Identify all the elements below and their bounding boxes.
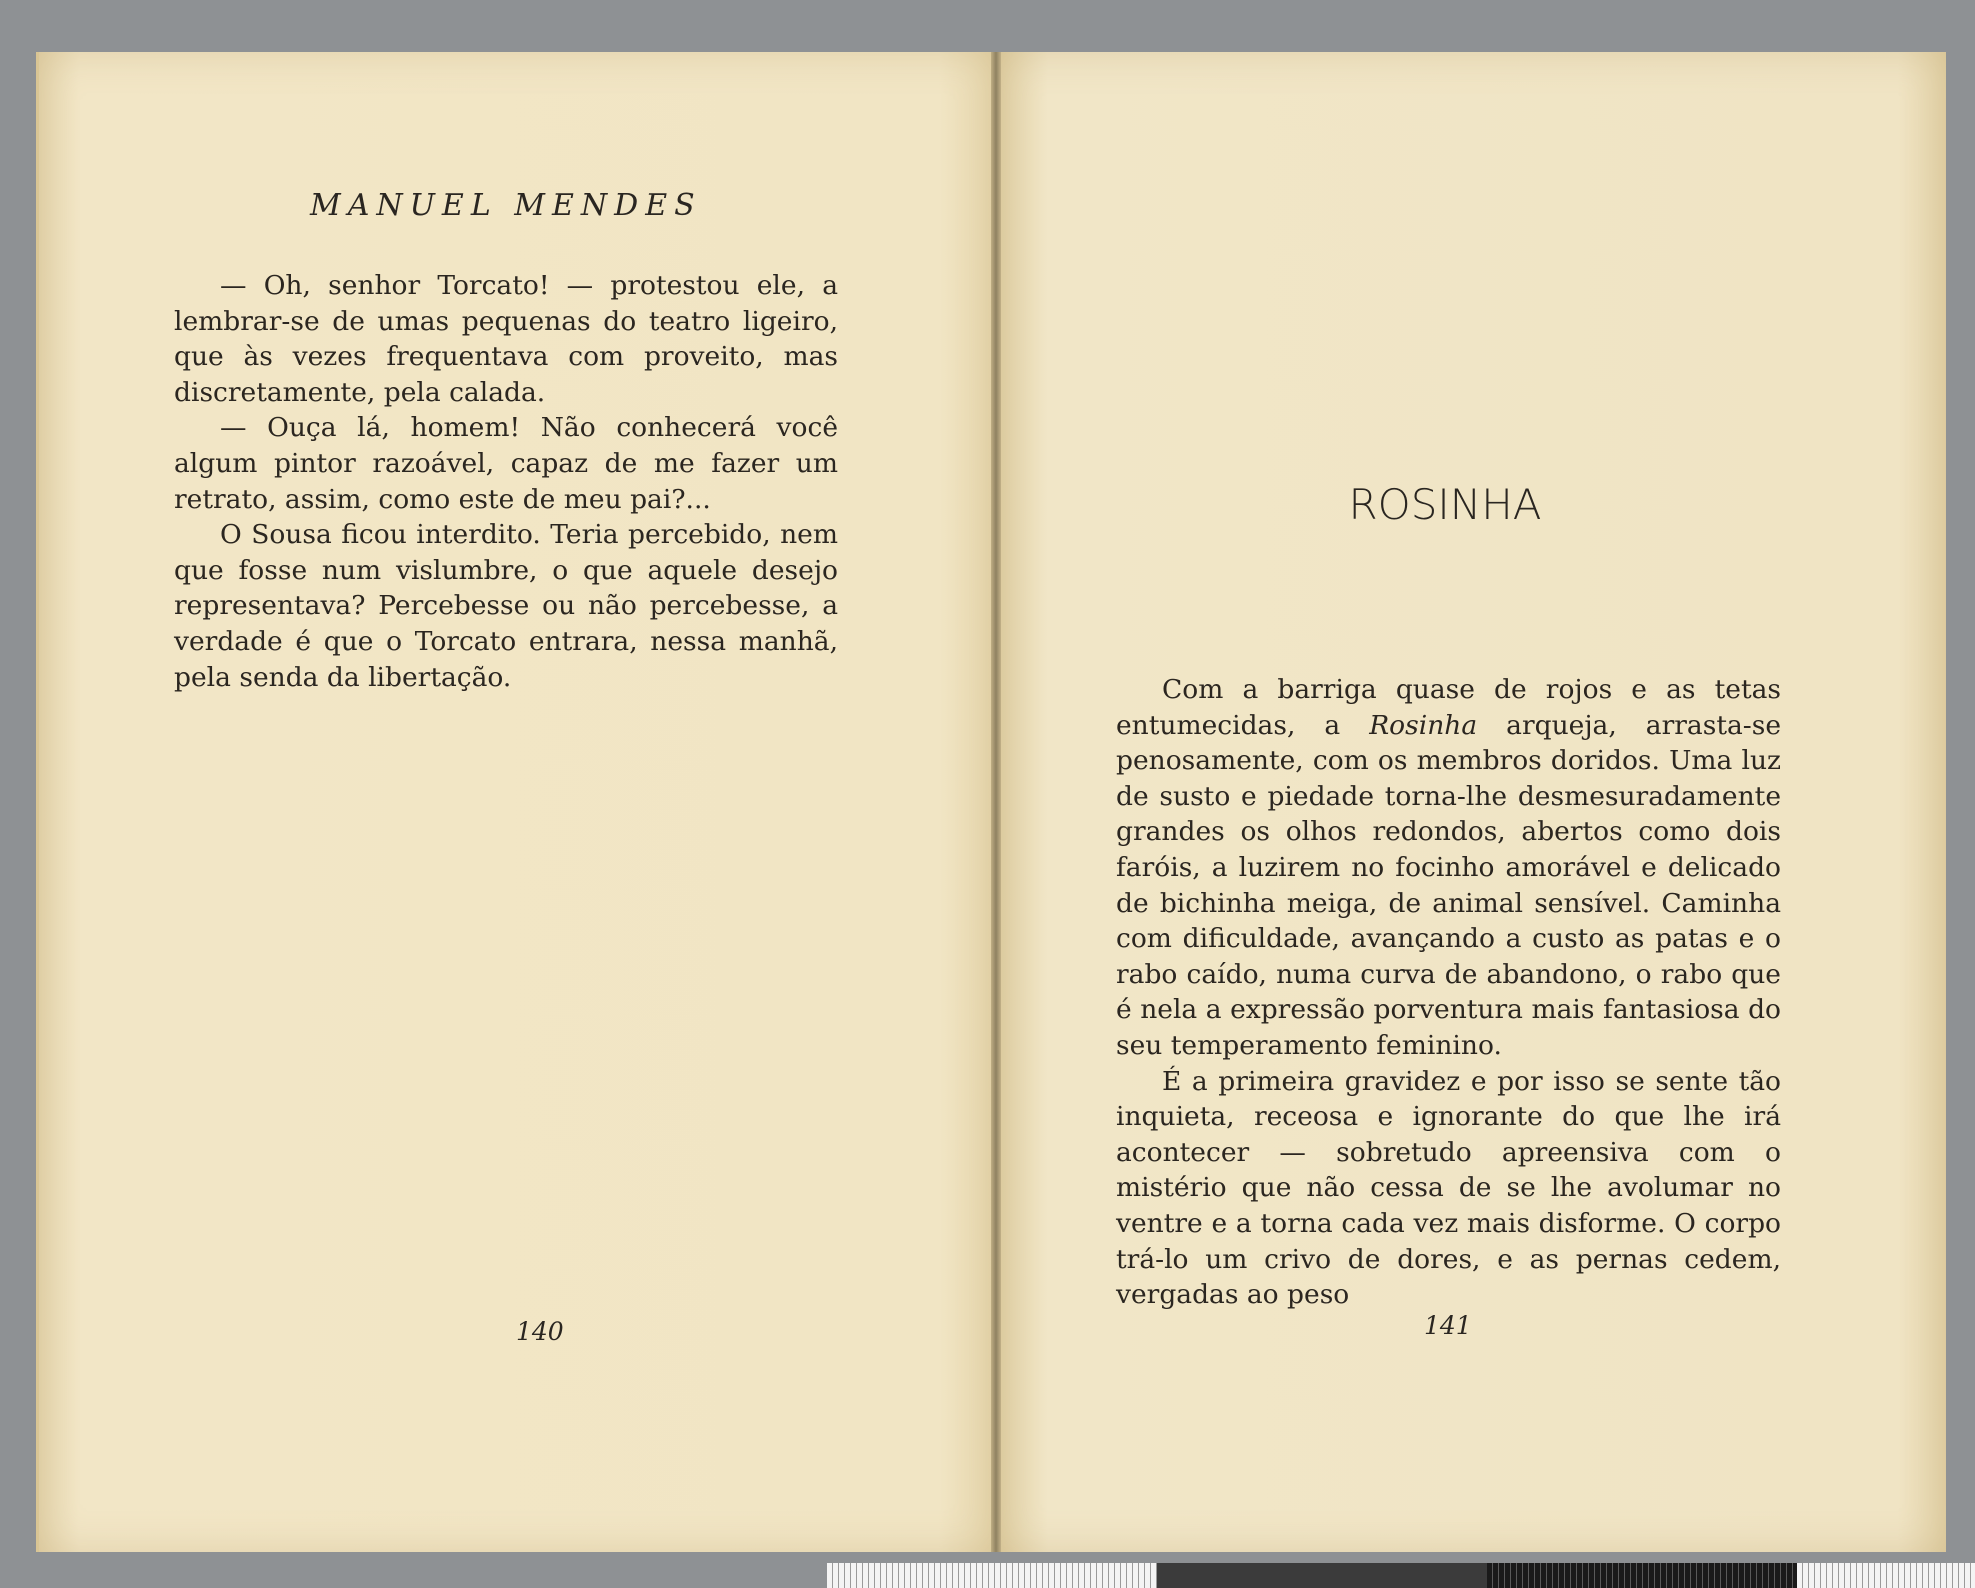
ruler-dark-segment: [1487, 1563, 1797, 1588]
italic-name: Rosinha: [1369, 709, 1478, 741]
book-gutter: [991, 52, 1001, 1552]
right-page-body: [1116, 672, 1781, 1313]
page-number-left: 140: [516, 1317, 564, 1346]
paragraph: — Ouça lá, homem! Não conhecerá você algum pintor razoável, capaz de me fazer um retrato, assim, como este de meu pai?...: [174, 412, 838, 515]
running-header: MANUEL MENDES: [310, 188, 702, 223]
ruler-gray-segment: [1157, 1563, 1487, 1588]
chapter-title: ROSINHA: [1348, 480, 1542, 529]
paragraph: [1116, 672, 1781, 1064]
ruler-white-segment: [827, 1563, 1157, 1588]
left-page-body: [174, 268, 838, 695]
scale-ruler: [827, 1563, 1975, 1588]
paragraph-text: Com a barriga quase de rojos e as tetas entumecidas, a: [1116, 674, 1781, 741]
paragraph-text: arqueja, arrasta-se penosamente, com os membros doridos. Uma luz de susto e piedade torna-lhe desmesuradamente grandes os olhos redondos, abertos como dois faróis, a luzirem no focinho amorável e delicado de bichinha meiga, de animal sensível. Caminha com dificuldade, avançando a custo as patas e o rabo caído, numa curva de abandono, o rabo que é nela a expressão porventura mais fantasiosa do seu temperamento feminino.: [1116, 709, 1782, 1061]
page-number-right: 141: [1424, 1311, 1472, 1340]
paragraph: É a primeira gravidez e por isso se sente tão inquieta, receosa e ignorante do que lhe irá acontecer — sobretudo apreensiva com o mistério que não cessa de se lhe avolumar no ventre e a torna cada vez mais disforme. O corpo trá-lo um crivo de dores, e as pernas cedem, vergadas ao peso: [1116, 1065, 1781, 1311]
ruler-white-segment: [1797, 1563, 1975, 1588]
paragraph: — Oh, senhor Torcato! — protestou ele, a lembrar-se de umas pequenas do teatro ligeiro, que às vezes frequentava com proveito, mas discretamente, pela calada.: [174, 270, 838, 408]
paragraph: O Sousa ficou interdito. Teria percebido, nem que fosse num vislumbre, o que aquele desejo representava? Percebesse ou não percebesse, a verdade é que o Torcato entrara, nessa manhã, pela senda da libertação.: [174, 519, 838, 693]
